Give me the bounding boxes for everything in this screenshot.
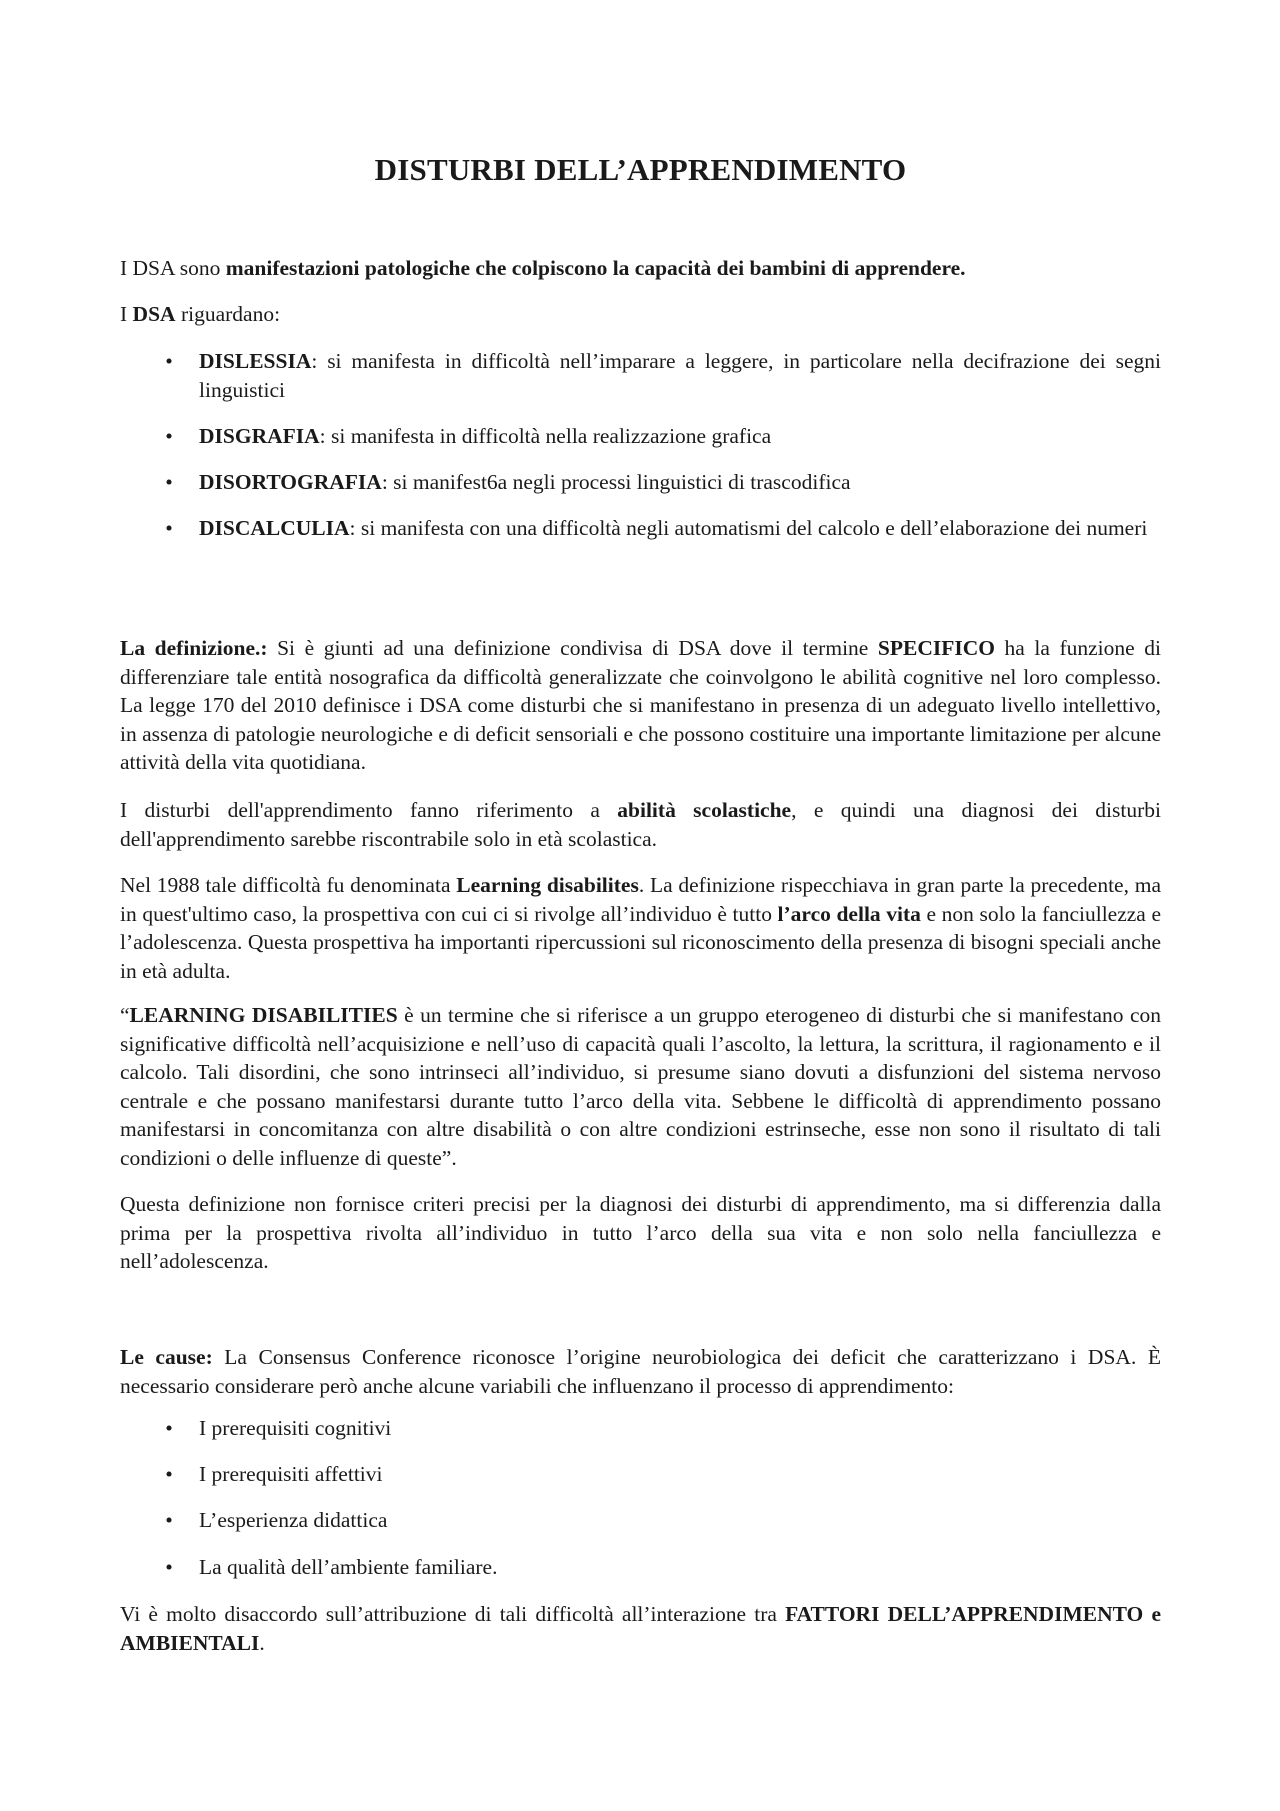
- questa-paragraph: Questa definizione non fornisce criteri precisi per la diagnosi dei disturbi di apprendimento, ma si differenzia dalla prima per la prospettiva rivolta all’individuo in tutto l’arco della sua vita e non solo nella fanciullezza e nell’adolescenza.: [120, 1192, 1161, 1273]
- nel1988-paragraph: Nel 1988 tale difficoltà fu denominata Learning disabilites. La definizione rispecchiava in gran parte la precedente, ma in quest'ultimo caso, la prospettiva con cui ci si rivolge all’individuo è tutto l’arco della vita e non solo la fanciullezza e l’adolescenza. Questa prospettiva ha importanti ripercussioni sul riconoscimento della presenza di bisogni speciali anche in età adulta.: [120, 873, 1161, 983]
- bullet-icon: •: [165, 1416, 173, 1440]
- intro-dsa-riguardano: I DSA riguardano:: [120, 302, 281, 326]
- bullet-icon: •: [165, 1508, 173, 1532]
- cause-paragraph: Le cause: La Consensus Conference riconosce l’origine neurobiologica dei deficit che caratterizzano i DSA. È necessario considerare però anche alcune variabili che influenzano il processo di apprendimento:: [120, 1345, 1162, 1398]
- bullet-icon: •: [165, 424, 173, 448]
- bullet-icon: •: [165, 349, 173, 373]
- quote-paragraph: “LEARNING DISABILITIES è un termine che si riferisce a un gruppo eterogeneo di disturbi che si manifestano con significative difficoltà nell’acquisizione e nell’uso di capacità quali l’ascolto, la lettura, la scrittura, il ragionamento e il calcolo. Tali disordini, che sono intrinseci all’individuo, si presume siano dovuti a disfunzioni del sistema nervoso centrale e che possano manifestarsi durante tutto l’arco della vita. Sebbene le difficoltà di apprendimento possano manifestarsi in concomitanza con altre disabilità o con altre condizioni estrinseche, esse non sono il risultato di tali condizioni o delle influenze di queste”.: [120, 1003, 1161, 1170]
- definizione-paragraph: La definizione.: Si è giunti ad una definizione condivisa di DSA dove il termine SPECIFICO ha la funzione di differenziare tale entità nosografica da difficoltà generalizzate che coinvolgono le abilità cognitive nel loro complesso. La legge 170 del 2010 definisce i DSA come disturbi che si manifestano in presenza di un adeguato livello intellettivo, in assenza di patologie neurologiche e di deficit sensoriali e che possono costituire una importante limitazione per alcune attività della vita quotidiana.: [120, 636, 1161, 774]
- bullet-icon: •: [165, 516, 173, 540]
- intro-paragraph: I DSA sono manifestazioni patologiche che colpiscono la capacità dei bambini di apprendere.: [120, 256, 966, 280]
- bullet-icon: •: [165, 1462, 173, 1486]
- page-title: DISTURBI DELL’APPRENDIMENTO: [374, 152, 907, 187]
- disaccordo-paragraph: Vi è molto disaccordo sull’attribuzione di tali difficoltà all’interazione tra FATTORI DELL’APPRENDIMENTO e AMBIENTALI.: [120, 1602, 1161, 1655]
- scolastiche-paragraph: I disturbi dell'apprendimento fanno riferimento a abilità scolastiche, e quindi una diagnosi dei disturbi dell'apprendimento sarebbe riscontrabile solo in età scolastica.: [120, 798, 1161, 851]
- bullet-icon: •: [165, 470, 173, 494]
- bullet-icon: •: [165, 1555, 173, 1579]
